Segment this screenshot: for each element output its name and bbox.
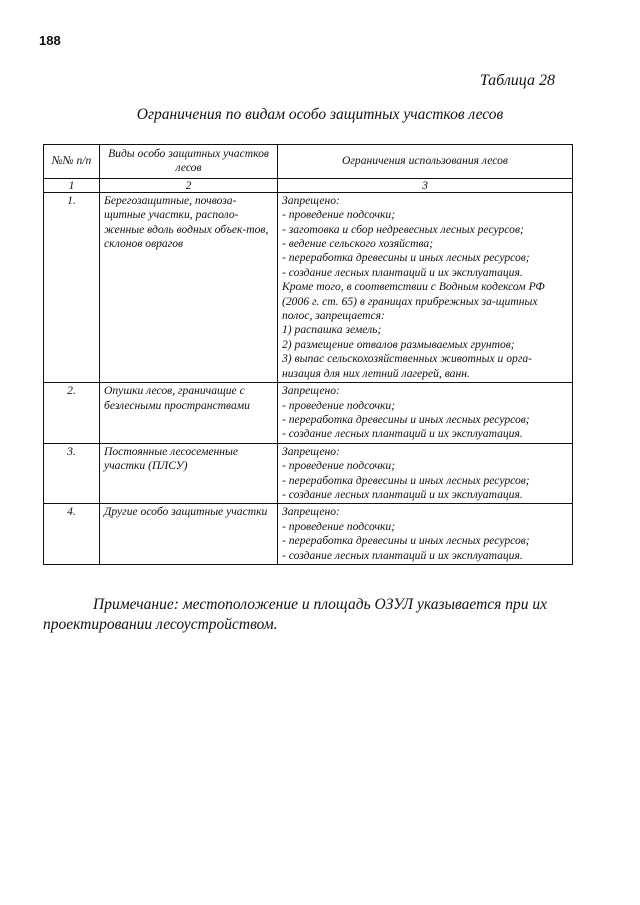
restriction-line: - переработка древесины и иных лесных ресурсов; <box>282 412 530 426</box>
restrictions-cell <box>278 504 573 565</box>
restriction-line: - проведение подсочки; <box>282 398 396 412</box>
column-number: 3 <box>278 178 573 192</box>
row-number: 3. <box>44 443 100 504</box>
restriction-line: - ведение сельского хозяйства; <box>282 237 434 251</box>
column-number: 2 <box>100 178 278 192</box>
restriction-line: - заготовка и сбор недревесных лесных ресурсов; <box>282 222 524 236</box>
table-note: Примечание: местоположение и площадь ОЗУЛ указывается при их проектировании лесоустройством. <box>43 596 547 633</box>
restrictions-cell <box>278 192 573 382</box>
restriction-line: Запрещено: <box>282 505 340 519</box>
header-num: №№ п/п <box>44 145 100 179</box>
page-number: 188 <box>39 33 61 48</box>
restriction-line: - проведение подсочки; <box>282 519 396 533</box>
restriction-line: Кроме того, в соответствии с Водным кодексом РФ (2006 г. ст. 65) в границах прибрежных за-щитных полос, запрещается: <box>282 280 545 323</box>
restriction-line: - проведение подсочки; <box>282 208 396 222</box>
restriction-line: - создание лесных плантаций и их эксплуатация. <box>282 265 523 279</box>
column-number-row <box>44 178 573 192</box>
restriction-line: Запрещено: <box>282 444 340 458</box>
restrictions-table <box>43 144 573 565</box>
table-row <box>44 504 573 565</box>
restriction-line: Запрещено: <box>282 193 340 207</box>
area-kind: Опушки лесов, граничащие с безлесными пространствами <box>100 383 278 444</box>
header-restrictions: Ограничения использования лесов <box>278 145 573 179</box>
restrictions-cell <box>278 443 573 504</box>
area-kind: Другие особо защитные участки <box>100 504 278 565</box>
table-header-row <box>44 145 573 179</box>
table-caption: Таблица 28 <box>479 72 555 89</box>
area-kind: Постоянные лесосеменные участки (ПЛСУ) <box>100 443 278 504</box>
header-kind: Виды особо защитных участков лесов <box>100 145 278 179</box>
restriction-line: - переработка древесины и иных лесных ресурсов; <box>282 251 530 265</box>
restriction-line: - создание лесных плантаций и их эксплуатация. <box>282 427 523 441</box>
restriction-line: - переработка древесины и иных лесных ресурсов; <box>282 534 530 548</box>
restriction-line: Запрещено: <box>282 384 340 398</box>
column-number: 1 <box>44 178 100 192</box>
row-number: 1. <box>44 192 100 382</box>
area-kind: Берегозащитные, почвоза-щитные участки, располо-женные вдоль водных объек-тов, склонов оврагов <box>100 192 278 382</box>
restriction-line: - создание лесных плантаций и их эксплуатация. <box>282 548 523 562</box>
row-number: 2. <box>44 383 100 444</box>
restrictions-cell <box>278 383 573 444</box>
table-title: Ограничения по видам особо защитных участков лесов <box>136 106 504 123</box>
table-row <box>44 383 573 444</box>
table-row <box>44 192 573 382</box>
table-row <box>44 443 573 504</box>
row-number: 4. <box>44 504 100 565</box>
restriction-line: - создание лесных плантаций и их эксплуатация. <box>282 487 523 501</box>
restriction-line: 2) размещение отвалов размываемых грунтов; <box>282 337 515 351</box>
restriction-line: - проведение подсочки; <box>282 459 396 473</box>
restriction-line: 3) выпас сельскохозяйственных животных и орга-низация для них летний лагерей, ванн. <box>282 352 533 380</box>
restriction-line: - переработка древесины и иных лесных ресурсов; <box>282 473 530 487</box>
restriction-line: 1) распашка земель; <box>282 323 382 337</box>
